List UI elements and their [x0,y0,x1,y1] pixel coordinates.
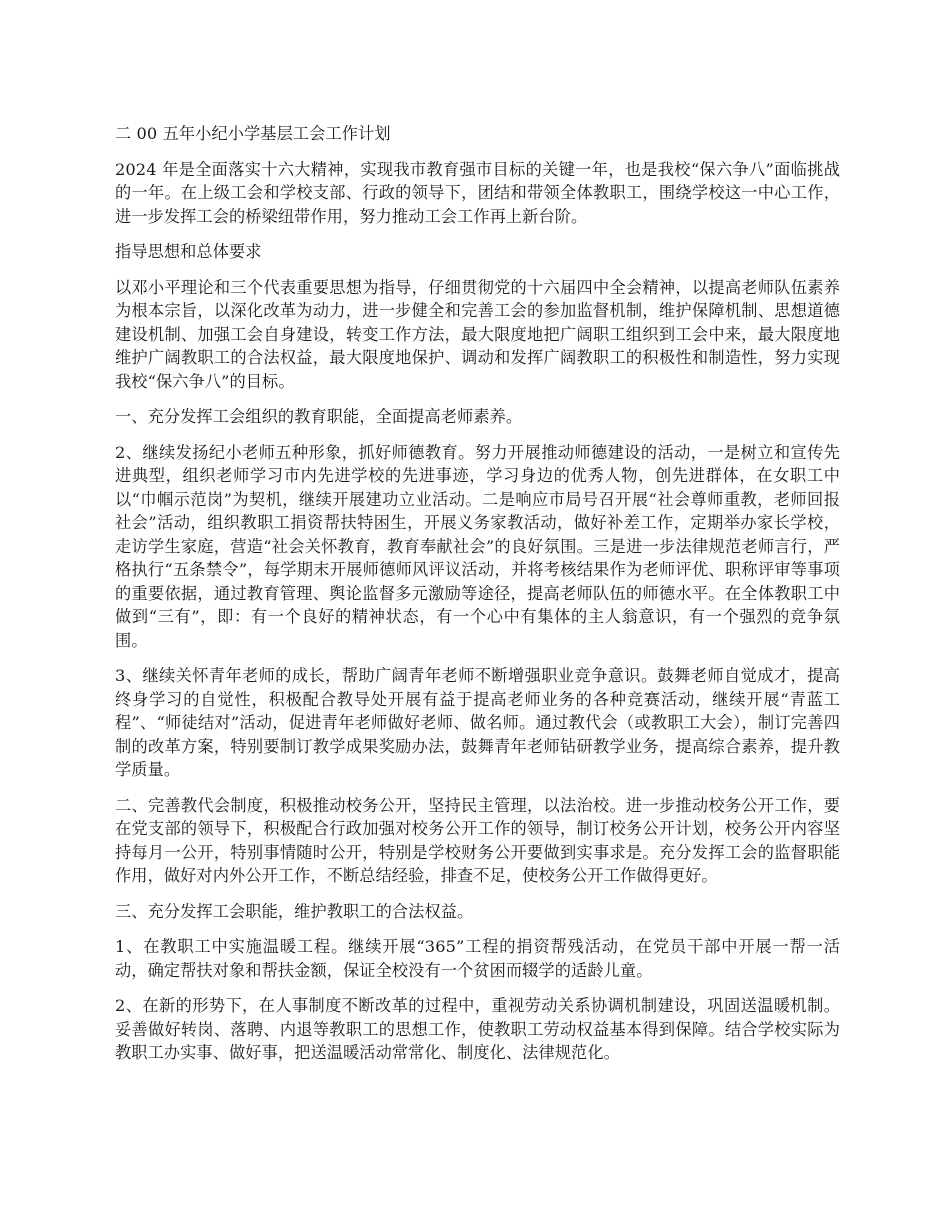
section2-paragraph: 二、完善教代会制度，积极推动校务公开，坚持民主管理，以法治校。进一步推动校务公开工作，要在党支部的领导下，积极配合行政加强对校务公开工作的领导，制订校务公开计划，校务公开内容坚持每月一公开，特别事情随时公开，特别是学校财务公开要做到实事求是。充分发挥工会的监督职能作用，做好对内外公开工作，不断总结经验，排查不足，使校务公开工作做得更好。 [115,795,840,885]
section1-item2-paragraph: 2、继续发扬纪小老师五种形象，抓好师德教育。努力开展推动师德建设的活动，一是树立和宣传先进典型，组织老师学习市内先进学校的先进事迹，学习身边的优秀人物，创先进群体，在女职工中以“巾帼示范岗”为契机，继续开展建功立业活动。二是响应市局号召开展“社会尊师重教，老师回报社会”活动，组织教职工捐资帮扶特困生，开展义务家教活动，做好补差工作，定期举办家长学校，走访学生家庭，营造“社会关怀教育，教育奉献社会”的良好氛围。三是进一步法律规范老师言行，严格执行“五条禁令”，每学期末开展师德师风评议活动，并将考核结果作为老师评优、职称评审等事项的重要依据，通过教育管理、舆论监督多元激励等途径，提高老师队伍的师德水平。在全体教职工中做到“三有”，即：有一个良好的精神状态，有一个心中有集体的主人翁意识，有一个强烈的竞争氛围。 [115,442,840,650]
section1-heading: 一、充分发挥工会组织的教育职能，全面提高老师素养。 [115,407,523,426]
section1-item3-paragraph: 3、继续关怀青年老师的成长，帮助广阔青年老师不断增强职业竞争意识。鼓舞老师自觉成才，提高终身学习的自觉性，积极配合教导处开展有益于提高老师业务的各种竞赛活动，继续开展“青蓝工程”、“师徒结对”活动，促进青年老师做好老师、做名师。通过教代会（或教职工大会），制订完善四制的改革方案，特别要制订教学成果奖励办法，鼓舞青年老师钻研教学业务，提高综合素养，提升教学质量。 [115,666,840,779]
intro-paragraph: 2024 年是全面落实十六大精神，实现我市教育强市目标的关键一年，也是我校“保六争八”面临挑战的一年。在上级工会和学校支部、行政的领导下，团结和带领全体教职工，围绕学校这一中心工作，进一步发挥工会的桥梁纽带作用，努力推动工会工作再上新台阶。 [115,159,840,226]
guiding-paragraph: 以邓小平理论和三个代表重要思想为指导，仔细贯彻党的十六届四中全会精神，以提高老师队伍素养为根本宗旨，以深化改革为动力，进一步健全和完善工会的参加监督机制，维护保障机制、思想道德建设机制、加强工会自身建设，转变工作方法，最大限度地把广阔职工组织到工会中来，最大限度地维护广阔教职工的合法权益，最大限度地保护、调动和发挥广阔教职工的积极性和制造性，努力实现我校“保六争八”的目标。 [115,277,840,391]
document-page [115,122,840,1077]
section3-item1-paragraph: 1、在教职工中实施温暖工程。继续开展“365”工程的捐资帮残活动，在党员干部中开展一帮一活动，确定帮扶对象和帮扶金额，保证全校没有一个贫困而辍学的适龄儿童。 [115,937,840,980]
guiding-heading: 指导思想和总体要求 [115,242,262,261]
section3-item2-paragraph: 2、在新的形势下，在人事制度不断改革的过程中，重视劳动关系协调机制建设，巩固送温暖机制。妥善做好转岗、落聘、内退等教职工的思想工作，使教职工劳动权益基本得到保障。结合学校实际为教职工办实事、做好事，把送温暖活动常常化、制度化、法律规范化。 [115,996,840,1062]
section3-heading: 三、充分发挥工会职能，维护教职工的合法权益。 [115,901,474,921]
document-title: 二 00 五年小纪小学基层工会工作计划 [115,124,391,143]
